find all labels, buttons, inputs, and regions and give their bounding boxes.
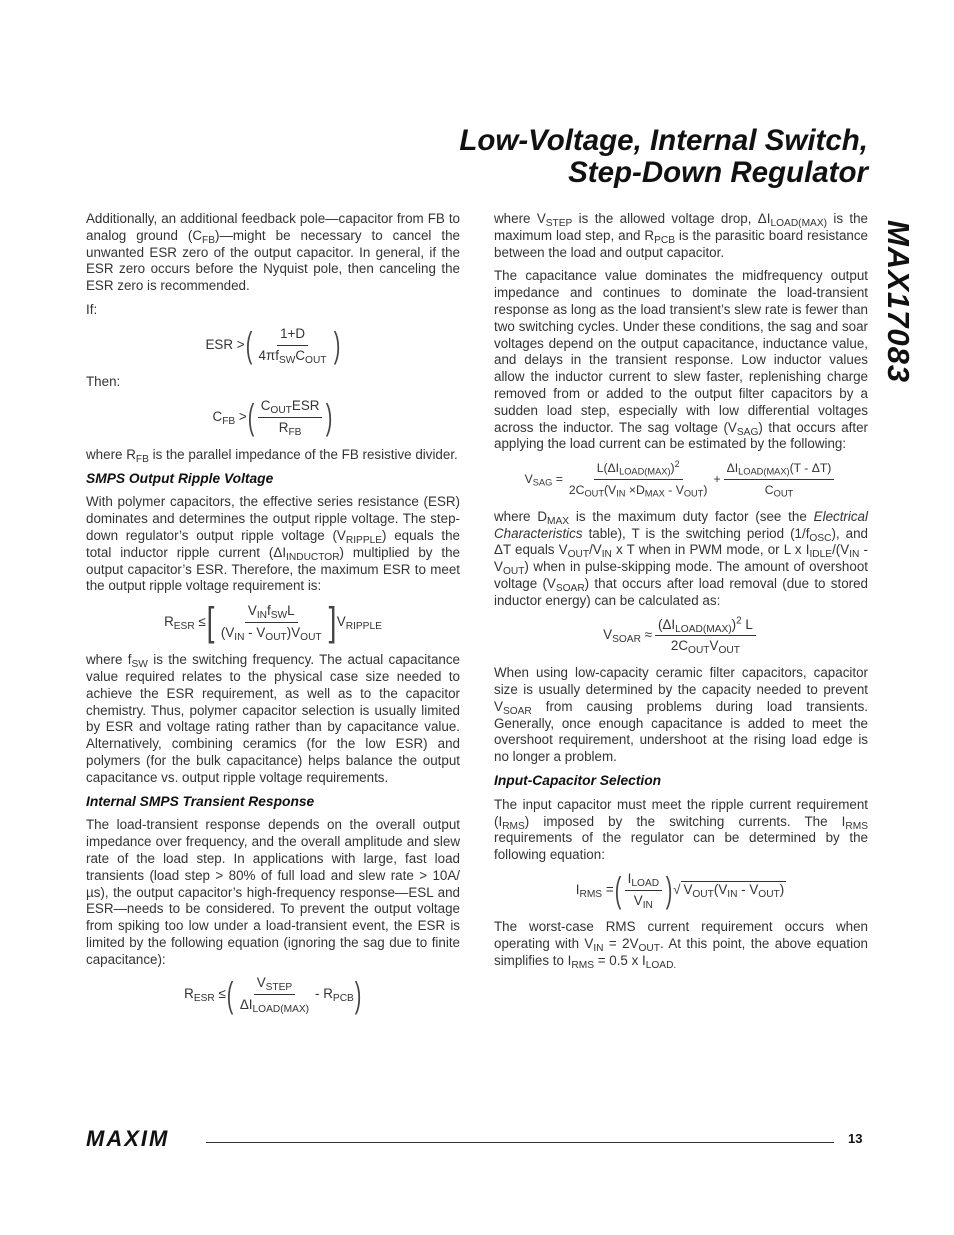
heading-transient-response: Internal SMPS Transient Response: [86, 793, 315, 809]
paragraph-ceramic: When using low-capacity ceramic filter capacitors, capacitor size is usually determined by the capacity needed to prevent $V_{SOAR}$ from causing problems during load transients. Generally, once enough capacitance is added to meet the overshoot requirement, undershoot at the rising load edge is no longer a problem.: [494, 665, 868, 765]
paragraph-dmax: where $D_{MAX}$ is the maximum duty factor (see the Electrical Characteristics table), T is the switching period $(1/f_{OSC})$, and ΔT equals $V_{OUT}/V_{IN}$ x T when in PWM mode, or L x $I_{IDLE}/(V_{IN} - V_{OUT})$ when in pulse-skipping mode. The amount of overshoot voltage $(V_{SOAR})$ that occurs after load removal (due to stored inductor energy) can be calculated as:: [494, 508, 868, 608]
paragraph-worst-case: The worst-case RMS current requirement occurs when operating with $V_{IN} = 2V_{OUT}$. At this point, the above equation simplifies to $I_{RMS} = 0.5$ x $I_{LOAD.}$: [494, 919, 869, 971]
equation-resr-transient: $R_{ESR}$ ≤ ( $\frac{V_{STEP}}{\Delta I_{LOAD(MAX)}}$ - $R_{PCB}$ ): [184, 973, 362, 1016]
paragraph-rfb: where $R_{FB}$ is the parallel impedance of the FB resistive divider.: [86, 446, 458, 465]
paragraph-input: The input capacitor must meet the ripple current requirement $(I_{RMS})$ imposed by the switching currents. The $I_{RMS}$ requirements of the regulator can be determined by the following equation:: [494, 796, 868, 863]
page-title-line-1: Low-Voltage, Internal Switch,: [459, 124, 868, 157]
if-label: If:: [86, 301, 98, 317]
side-part-number: MAX17083: [881, 220, 916, 384]
paragraph-vstep: where $V_{STEP}$ is the allowed voltage drop, $\Delta I_{LOAD(MAX)}$ is the maximum load step, and $R_{PCB}$ is the parasitic board resistance between the load and output capacitor.: [494, 211, 868, 260]
paragraph-intro: Additionally, an additional feedback pole—capacitor from FB to analog ground $(C_{FB})—might$ be necessary to cancel the unwanted ESR zero of the output capacitor. In general, if the ESR zero occurs before the Nyquist pole, then canceling the ESR zero is recommended.: [86, 211, 460, 294]
paragraph-transient: The load-transient response depends on the overall output impedance over frequency, and the overall amplitude and slew rate of the load step. In applications with large, fast load transients (load step > 80% of full load and slew rate > 10A/µs), the output capacitor’s high-frequency response—ESL and ESR—needs to be considered. To prevent the output voltage from spiking too low under a load-transient event, the ESR is limited by the following equation (ignoring the sag due to finite capacitance):: [86, 817, 460, 967]
equation-cfb: $C_{FB}$ > ( $\frac{C_{OUT}ESR}{R_{FB}}$ ): [212, 396, 333, 438]
paragraph-fsw: where $f_{SW}$ is the switching frequency. The actual capacitance value required relates to the physical case size needed to achieve the ESR requirement, as well as to the capacitor chemistry. Thus, polymer capacitor selection is usually limited by ESR and voltage rating rather than by capacitance value. Alternatively, combining ceramics (for the low ESR) and polymers (for the bulk capacitance) helps balance the output capacitance vs. output ripple voltage requirements.: [86, 652, 460, 785]
heading-input-capacitor: Input-Capacitor Selection: [494, 772, 662, 788]
maxim-logo: MAXIM: [86, 1126, 170, 1151]
right-column: [494, 211, 868, 977]
equation-resr-ripple: $R_{ESR}$ ≤ [ $\frac{V_{IN}f_{SW}L}{(V_{IN} - V_{OUT})V_{OUT}}$ ] $V_{RIPPLE}$: [164, 600, 382, 645]
page-number: 13: [848, 1131, 863, 1146]
equation-vsoar: $V_{SOAR}$ ≈ $\frac{(\Delta I_{LOAD(MAX)})^2 L}{2C_{OUT}V_{OUT}}$: [494, 617, 868, 656]
equation-irms: $I_{RMS}$ = ( $\frac{I_{LOAD}}{V_{IN}}$ ) √ $V_{OUT}(V_{IN} - V_{OUT})$: [575, 869, 785, 911]
equation-vsag: $V_{SAG}$ = $\frac{L(\Delta I_{LOAD(MAX)})^2}{2C_{OUT}(V_{IN} \times D_{MAX} - V_{OUT})}$ + $\frac{\Delta I_{LOAD(MAX)}(T - \Delta T)}{C_{OUT}}$: [494, 460, 868, 499]
left-column: [86, 211, 460, 1024]
page-title-line-2: Step-Down Regulator: [568, 156, 868, 189]
paragraph-capacitance: The capacitance value dominates the midfrequency output impedance and continues to dominate the load-transient response as long as the load transient’s slew rate is fewer than two switching cycles. Under these conditions, the sag and soar voltages depend on the output capacitance, inductance value, and delays in the transient response. Low inductor values allow the inductor current to slew faster, replenishing charge removed from or added to the output filter capacitors by a sudden load step, especially with low differential voltages across the inductor. The sag voltage $(V_{SAG})$ that occurs after applying the load current can be estimated by the following:: [494, 268, 868, 452]
footer-rule: [206, 1142, 834, 1143]
heading-ripple-voltage: SMPS Output Ripple Voltage: [86, 470, 274, 486]
paragraph-ripple: With polymer capacitors, the effective series resistance (ESR) dominates and determines the output ripple voltage. The step-down regulator’s output ripple voltage $(V_{RIPPLE})$ equals the total inductor ripple current $(\Delta I_{INDUCTOR})$ multiplied by the output capacitor’s ESR. Therefore, the maximum ESR to meet the output ripple voltage requirement is:: [86, 494, 460, 594]
equation-esr-condition: ESR > ( $\frac{1+D}{4\pi f_{SW}C_{OUT}}$ ): [205, 324, 340, 366]
then-label: Then:: [86, 374, 121, 390]
